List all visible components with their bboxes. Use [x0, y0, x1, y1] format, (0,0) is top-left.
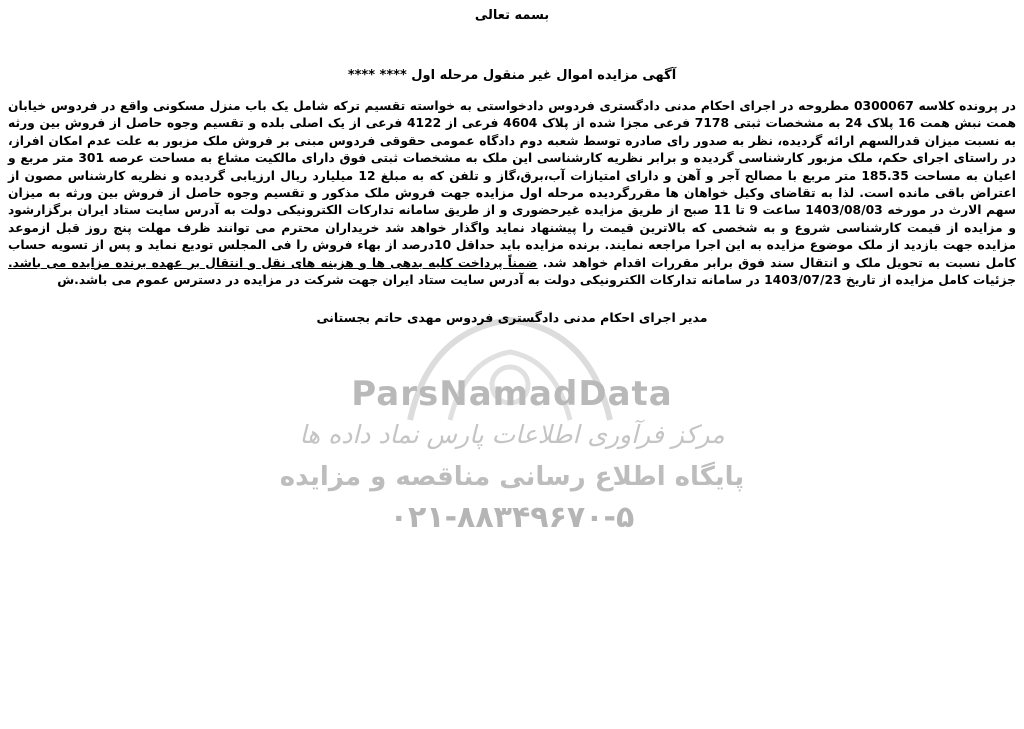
watermark-phone: ۰۲۱-۸۸۳۴۹۶۷۰-۵ [389, 500, 635, 535]
invocation-header: بسمه تعالی [474, 8, 550, 23]
watermark-line-1: مرکز فرآوری اطلاعات پارس نماد داده ها [299, 420, 725, 449]
signature-line: مدیر اجرای احکام مدنی دادگستری فردوس مهدی حاتم بجستانی [316, 310, 708, 325]
notice-body [8, 98, 1016, 289]
body-part-3: جزئیات کامل مزایده از تاریخ 1403/07/23 در سامانه تدارکات الکترونیکی دولت به آدرس سایت ستاد ایران جهت شرکت در مزایده در دسترس عموم می باشد.ش [57, 273, 1016, 288]
notice-title: آگهی مزایده اموال غیر منقول مرحله اول **** **** [347, 68, 677, 83]
watermark-brand: ParsNamadData [351, 374, 673, 414]
body-underlined-clause: ضمناً پرداخت کلیه بدهی ها و هزینه های نقل و انتقال بر عهده برنده مزایده می باشد. [8, 255, 538, 270]
watermark-line-2: پایگاه اطلاع رسانی مناقصه و مزایده [279, 462, 745, 492]
notice-paragraph [8, 98, 1016, 289]
body-part-1: در پرونده کلاسه 0300067 مطروحه در اجرای احکام مدنی دادگستری فردوس دادخواستی به خواسته تقسیم ترکه شامل یک باب منزل مسکونی واقع در فردوس خیابان همت نبش همت 16 پلاک 24 به مشخصات ثبتی 7178 فرعی مجزا شده از پلاک 4604 فرعی از 4122 فرعی از یک اصلی بلده و تقسیم وجوه حاصل از فروش بین ورثه به نسبت میزان قدرالسهم ارائه گردیده، نظر به صدور رای صادره توسط شعبه دوم دادگاه عمومی حقوقی فردوس مبنی بر فروش ملک مزبور به علت عدم امکان افراز، در راستای اجرای حکم، ملک مزبور کارشناسی گردیده و برابر نظریه کارشناسی این ملک به مشخصات ثبتی فوق دارای مالکیت مشاع به مساحت عرصه 301 متر مربع و اعیان به مساحت 185.35 متر مربع با مصالح آجر و آهن و دارای امتیازات آب،برق،گاز و تلفن که به مبلغ 12 میلیارد ریال ارزیابی گردیده و نظریه کارشناس مصون از اعتراض باقی مانده است. لذا به تقاضای وکیل خواهان ها مقررگردیده مرحله اول مزایده جهت فروش ملک مذکور و تقسیم وجوه حاصل از فروش بین ورثه به میزان سهم الارث در مورخه 1403/08/03 ساعت 9 تا 11 صبح از طریق مزایده غیرحضوری و از طریق سامانه تدارکات الکترونیکی دولت به آدرس سایت ستاد ایران برگزارشود و مزایده از قیمت کارشناسی شروع و به شخصی که بالاترین قیمت را پیشنهاد نماید واگذار خواهد شد خریداران محترم می توانند ظرف مهلت پنج روز قبل ازموعد مزایده جهت بازدید از ملک موضوع مزایده به این اجرا مراجعه نمایند. برنده مزایده باید حداقل 10درصد از بهاء فروش را فی المجلس تودیع نماید و پس از تسویه حساب کامل نسبت به تحویل ملک و انتقال سند فوق برابر مقررات اقدام خواهد شد. [8, 99, 1017, 270]
